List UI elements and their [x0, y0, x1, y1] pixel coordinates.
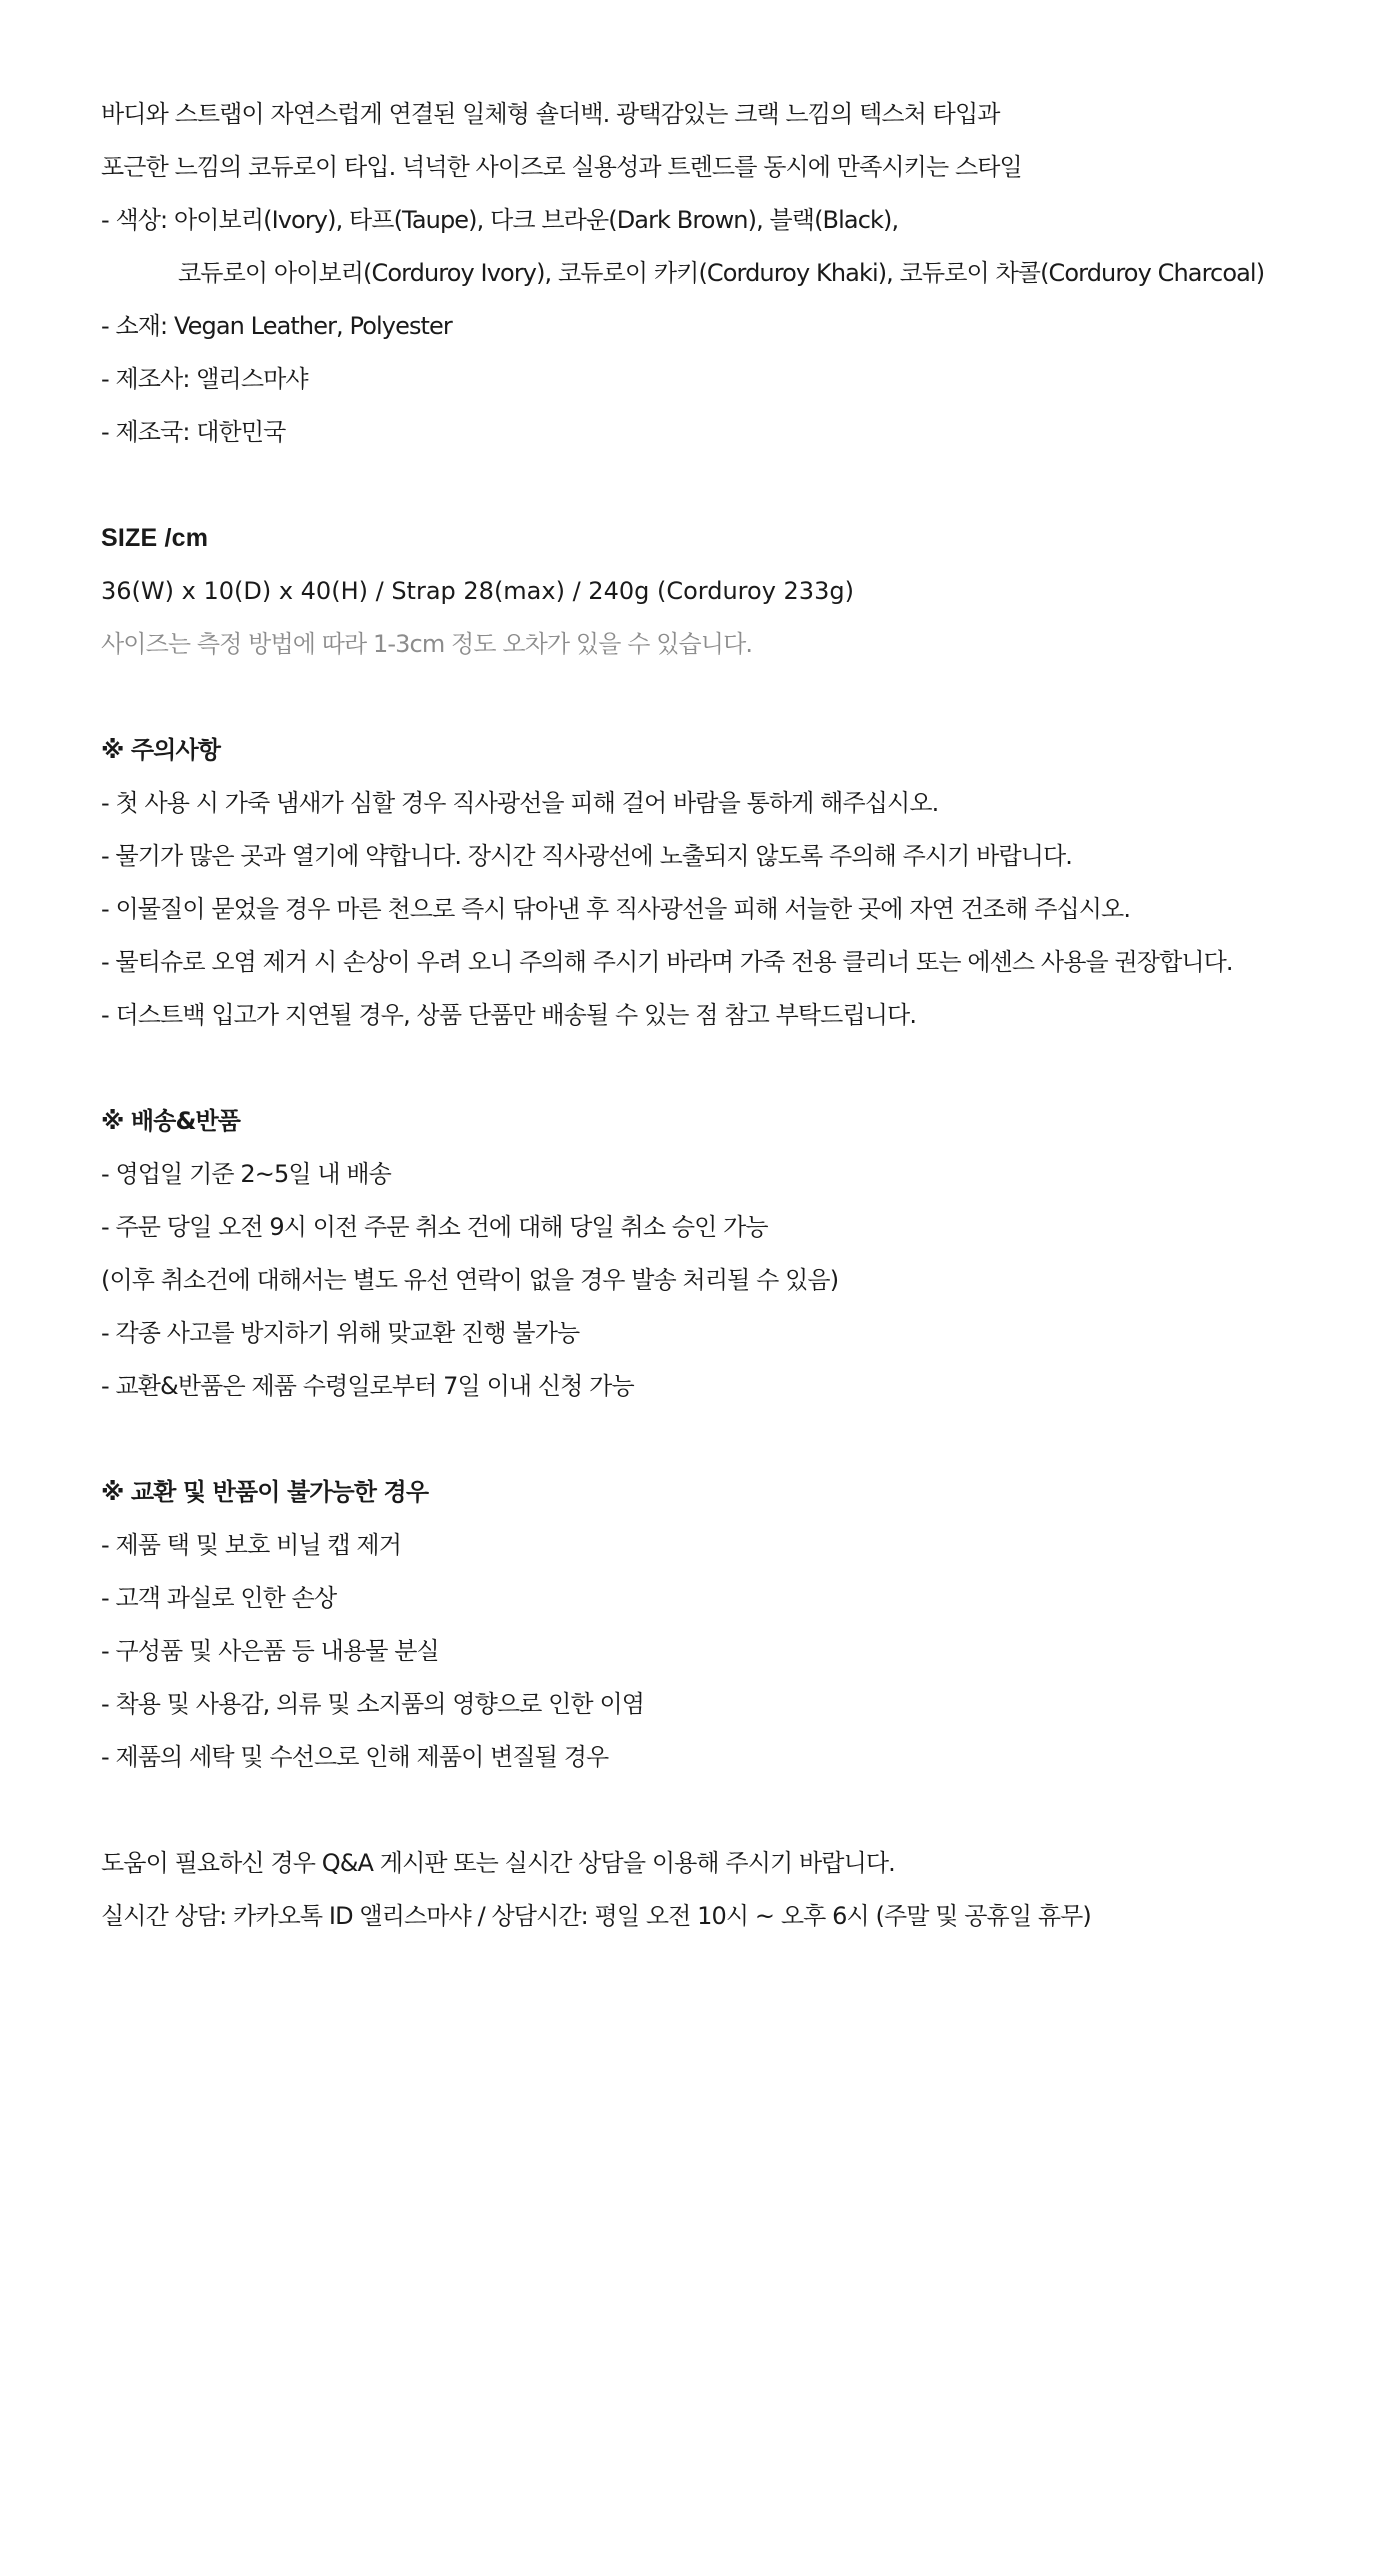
colors-continued-line: 코듀로이 아이보리(Corduroy Ivory), 코듀로이 카키(Corduroy Khaki), 코듀로이 차콜(Corduroy Charcoal) — [178, 259, 1265, 287]
size-spec: 36(W) x 10(D) x 40(H) / Strap 28(max) / 240g (Corduroy 233g) — [101, 577, 854, 605]
caution-title: ※ 주의사항 — [101, 736, 221, 764]
colors-line: - 색상: 아이보리(Ivory), 타프(Taupe), 다크 브라운(Dark Brown), 블랙(Black), — [101, 206, 899, 234]
maker-line: - 제조사: 앨리스마샤 — [101, 365, 308, 393]
description-line: 바디와 스트랩이 자연스럽게 연결된 일체형 숄더백. 광택감있는 크랙 느낌의 텍스처 타입과 — [101, 100, 1000, 128]
caution-item: - 물티슈로 오염 제거 시 손상이 우려 오니 주의해 주시기 바라며 가죽 전용 클리너 또는 에센스 사용을 권장합니다. — [101, 948, 1233, 976]
shipping-item: - 영업일 기준 2~5일 내 배송 — [101, 1160, 391, 1188]
no-return-title: ※ 교환 및 반품이 불가능한 경우 — [101, 1478, 429, 1506]
no-return-item: - 착용 및 사용감, 의류 및 소지품의 영향으로 인한 이염 — [101, 1690, 645, 1718]
caution-item: - 물기가 많은 곳과 열기에 약합니다. 장시간 직사광선에 노출되지 않도록 주의해 주시기 바랍니다. — [101, 842, 1073, 870]
caution-item: - 더스트백 입고가 지연될 경우, 상품 단품만 배송될 수 있는 점 참고 부탁드립니다. — [101, 1001, 917, 1029]
caution-item: - 이물질이 묻었을 경우 마른 천으로 즉시 닦아낸 후 직사광선을 피해 서늘한 곳에 자연 건조해 주십시오. — [101, 895, 1131, 923]
no-return-item: - 제품 택 및 보호 비닐 캡 제거 — [101, 1531, 401, 1559]
contact-help: 도움이 필요하신 경우 Q&A 게시판 또는 실시간 상담을 이용해 주시기 바랍니다. — [101, 1849, 895, 1877]
no-return-item: - 제품의 세탁 및 수선으로 인해 제품이 변질될 경우 — [101, 1743, 609, 1771]
size-title: SIZE /cm — [101, 524, 209, 552]
shipping-title: ※ 배송&반품 — [101, 1107, 241, 1135]
material-line: - 소재: Vegan Leather, Polyester — [101, 312, 452, 340]
shipping-item: (이후 취소건에 대해서는 별도 유선 연락이 없을 경우 발송 처리될 수 있음) — [101, 1266, 839, 1294]
shipping-item: - 주문 당일 오전 9시 이전 주문 취소 건에 대해 당일 취소 승인 가능 — [101, 1213, 768, 1241]
description-line: 포근한 느낌의 코듀로이 타입. 넉넉한 사이즈로 실용성과 트렌드를 동시에 만족시키는 스타일 — [101, 153, 1022, 181]
shipping-item: - 각종 사고를 방지하기 위해 맞교환 진행 불가능 — [101, 1319, 580, 1347]
country-line: - 제조국: 대한민국 — [101, 418, 286, 446]
no-return-item: - 구성품 및 사은품 등 내용물 분실 — [101, 1637, 439, 1665]
product-detail-text — [101, 88, 1341, 1943]
shipping-item: - 교환&반품은 제품 수령일로부터 7일 이내 신청 가능 — [101, 1372, 634, 1400]
caution-item: - 첫 사용 시 가죽 냄새가 심할 경우 직사광선을 피해 걸어 바람을 통하게 해주십시오. — [101, 789, 939, 817]
no-return-item: - 고객 과실로 인한 손상 — [101, 1584, 337, 1612]
size-note: 사이즈는 측정 방법에 따라 1-3cm 정도 오차가 있을 수 있습니다. — [101, 630, 753, 658]
contact-hours: 실시간 상담: 카카오톡 ID 앨리스마샤 / 상담시간: 평일 오전 10시 ~ 오후 6시 (주말 및 공휴일 휴무) — [101, 1902, 1091, 1930]
